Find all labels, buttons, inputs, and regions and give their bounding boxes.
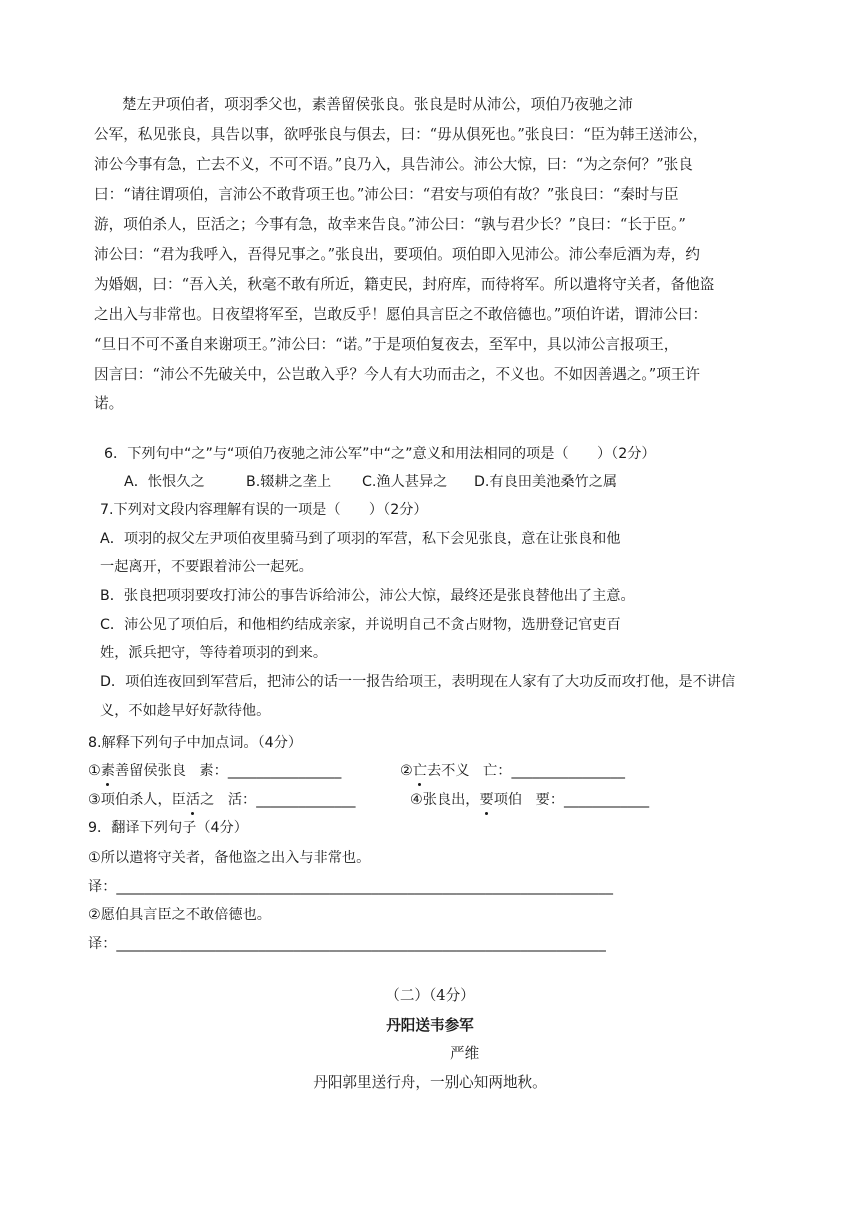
passage-line: 之出入与非常也。日夜望将军至，岂敢反乎！愿伯具言臣之不敢倍德也。”项伯许诺，谓沛公曰： bbox=[94, 306, 708, 323]
passage-line: 诺。 bbox=[94, 395, 124, 412]
passage-line: 为婚姻，曰：“吾入关，秋毫不敢有所近，籍吏民，封府库，而待将军。所以遣将守关者，备他盗 bbox=[94, 276, 715, 293]
option-b: B.辍耕之垄上 bbox=[246, 474, 332, 490]
question-8-item-2 bbox=[400, 761, 625, 781]
sentence-post: 去不义 bbox=[426, 763, 470, 779]
translation-label: 译： bbox=[88, 936, 117, 952]
poem-title: 丹阳送韦参军 bbox=[386, 1017, 474, 1034]
answer-blank[interactable]: ________________ bbox=[227, 763, 342, 779]
question-7-option-line: 一起离开，不要跟着沛公一起死。 bbox=[100, 559, 313, 575]
dotted-word: 要 bbox=[479, 792, 494, 808]
answer-label: 素： bbox=[199, 763, 228, 779]
sentence-pre: 张良出， bbox=[422, 792, 480, 808]
answer-label: 活： bbox=[227, 792, 257, 808]
translation-label: 译： bbox=[88, 879, 117, 895]
poem-author: 严维 bbox=[450, 1045, 480, 1062]
item-number: ② bbox=[400, 763, 413, 779]
question-7-option-line: B．张良把项羽要攻打沛公的事告诉给沛公，沛公大惊，最终还是张良替他出了主意。 bbox=[100, 588, 635, 604]
question-8-item-4 bbox=[410, 790, 649, 810]
sentence-post: 之 bbox=[200, 792, 215, 808]
question-9-sentence-1: ①所以遣将守关者，备他盗之出入与非常也。 bbox=[88, 850, 371, 866]
question-7-option-line: C．沛公见了项伯后，和他相约结成亲家，并说明自己不贪占财物，选册登记官吏百 bbox=[100, 617, 621, 633]
passage-line: 沛公曰：“君为我呼入，吾得兄事之。”张良出，要项伯。项伯即入见沛公。沛公奉卮酒为寿，约 bbox=[94, 246, 700, 263]
translation-line-2 bbox=[88, 934, 606, 954]
section-heading: （二）（4分） bbox=[385, 987, 475, 1004]
answer-blank[interactable]: ______________ bbox=[256, 792, 356, 808]
question-9-sentence-2: ②愿伯具言臣之不敢倍德也。 bbox=[88, 907, 271, 923]
question-7-option-line: D．项伯连夜回到军营后，把沛公的话一一报告给项王，表明现在人家有了大功反而攻打他，是不讲信 bbox=[100, 674, 736, 690]
poem-line: 丹阳郭里送行舟，一别心知两地秋。 bbox=[313, 1074, 547, 1091]
dotted-word: 活 bbox=[185, 792, 201, 808]
sentence-post: 项伯 bbox=[493, 792, 523, 808]
answer-label: 亡： bbox=[483, 763, 512, 779]
question-7-option-line: 姓，派兵把守，等待着项羽的到来。 bbox=[100, 645, 328, 661]
option-a: A．怅恨久之 bbox=[124, 474, 205, 490]
question-6-stem: 6．下列句中“之”与“项伯乃夜驰之沛公军”中“之”意义和用法相同的项是（ ）（2分） bbox=[104, 446, 656, 462]
question-8-item-1 bbox=[88, 761, 341, 781]
answer-label: 要： bbox=[535, 792, 565, 808]
item-number: ① bbox=[88, 763, 101, 779]
item-number: ④ bbox=[410, 792, 423, 808]
question-8-stem: 8.解释下列句子中加点词。（4分） bbox=[88, 735, 303, 751]
passage-line: 公军，私见张良，具告以事，欲呼张良与俱去，曰：“毋从俱死也。”张良曰：“臣为韩王送沛公， bbox=[94, 126, 708, 143]
question-7-option-line: A．项羽的叔父左尹项伯夜里骑马到了项羽的军营，私下会见张良，意在让张良和他 bbox=[100, 531, 621, 547]
question-6-options bbox=[124, 472, 617, 492]
option-d: D.有良田美池桑竹之属 bbox=[474, 474, 618, 490]
translation-line-1 bbox=[88, 877, 613, 897]
question-8-item-3 bbox=[88, 790, 356, 810]
passage-line: 沛公今事有急，亡去不义，不可不语。”良乃入，具告沛公。沛公大惊，曰：“为之奈何？”张良 bbox=[94, 156, 693, 173]
passage-line: 游，项伯杀人，臣活之；今事有急，故幸来告良。”沛公曰：“孰与君少长？”良曰：“长于臣。” bbox=[94, 216, 686, 233]
question-7-option-line: 义，不如趁早好好款待他。 bbox=[100, 703, 271, 719]
passage-line: 因言曰：“沛公不先破关中，公岂敢入乎？今人有大功而击之，不义也。不如因善遇之。”项王许 bbox=[94, 366, 700, 383]
option-c: C.渔人甚异之 bbox=[362, 474, 448, 490]
question-7-stem: 7.下列对文段内容理解有误的一项是（ ）（2分） bbox=[100, 502, 428, 518]
passage-line: 曰：“请往谓项伯，言沛公不敢背项王也。”沛公曰：“君安与项伯有故？”张良曰：“秦时与臣 bbox=[94, 186, 679, 203]
passage-line: 楚左尹项伯者，项羽季父也，素善留侯张良。张良是时从沛公，项伯乃夜驰之沛 bbox=[122, 96, 633, 113]
question-9-stem: 9．翻译下列句子（4分） bbox=[88, 820, 248, 836]
sentence-post: 善留侯张良 bbox=[114, 763, 186, 779]
sentence-pre: 项伯杀人，臣 bbox=[100, 792, 186, 808]
passage-line: “旦日不可不蚤自来谢项王。”沛公曰：“诺。”于是项伯复夜去，至军中，具以沛公言报项王， bbox=[94, 336, 679, 353]
dotted-word: 素 bbox=[100, 763, 115, 779]
dotted-word: 亡 bbox=[412, 763, 427, 779]
translation-blank[interactable]: _____________________________________________________________________ bbox=[116, 936, 606, 952]
translation-blank[interactable]: ______________________________________________________________________ bbox=[116, 879, 613, 895]
item-number: ③ bbox=[88, 792, 101, 808]
answer-blank[interactable]: ____________ bbox=[564, 792, 650, 808]
answer-blank[interactable]: ________________ bbox=[511, 763, 625, 779]
